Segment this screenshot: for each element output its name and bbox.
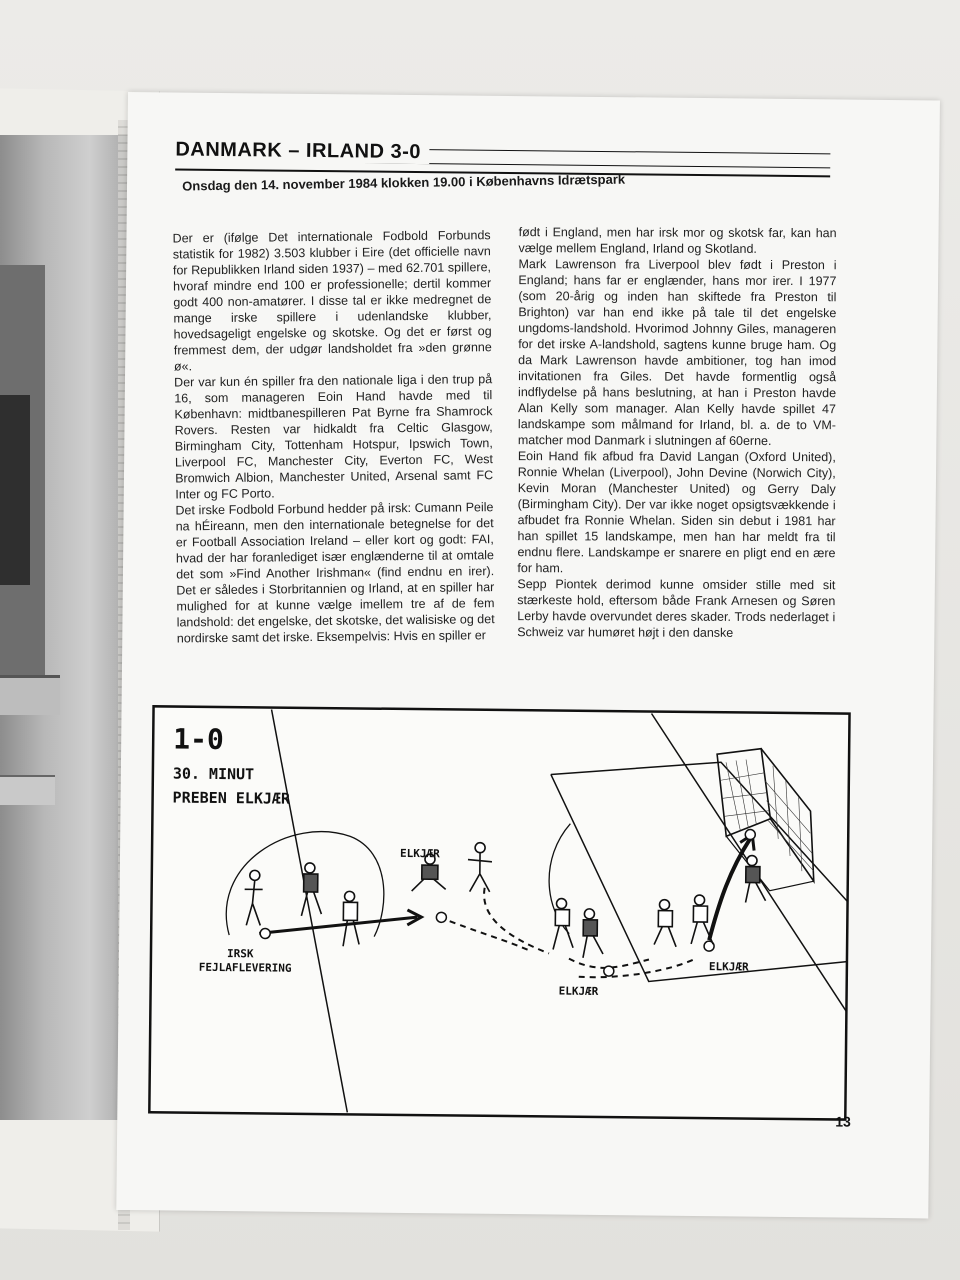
paragraph: Det irske Fodbold Forbund hedder på irsk: Cumann Peile na hÉireann, men den internationale betegnelse for det er Football Association Ireland – eller kort og godt: FAI, hvad der har foranlediget især englænderne til at omtale det som »Find Another Irishman« (find endnu en irer). Det er således i Storbritannien og Irland, at en spiller har mulighed for at kunne vælge imellem tre af de fem landshold: det engelske, det skotske, det walisiske og det nordirske samt det irske. Eksempelvis: Hvis en spiller er — [175, 500, 495, 646]
paragraph: Der var kun én spiller fra den nationale liga i den trup på 16, som manageren Eoin Hand havde med til København: midtbanespilleren Pat Byrne fra Shamrock Rovers. Resten var hidkaldt fra Celtic Glasgow, Birmingham City, Tottenham Hotspur, Ipswich Town, Liverpool FC, Manchester City, Everton FC, West Bromwich Albion, Manchester United, Arsenal samt FC Inter og FC Porto. — [174, 372, 494, 502]
text-column-left — [173, 227, 495, 646]
goal-illustration — [147, 704, 851, 1121]
player-label: ELKJÆR — [399, 846, 440, 861]
text-column-right — [517, 224, 836, 641]
error-label-2: FEJLAFLEVERING — [198, 960, 292, 975]
article-subtitle: Onsdag den 14. november 1984 klokken 19.00 i Københavns Idrætspark — [182, 171, 626, 194]
paragraph: født i England, men har irsk mor og skotsk far, kan han vælge mellem England, Irland og Skotland. — [518, 225, 837, 256]
article-title: DANMARK – IRLAND 3-0 — [175, 139, 429, 165]
goal-diagram — [147, 704, 851, 1121]
left-page-photo — [0, 135, 128, 1120]
minute-label: 30. MINUT — [172, 764, 255, 784]
score-label: 1-0 — [173, 722, 224, 757]
paragraph: Der er (ifølge Det internationale Fodbold Forbunds statistik for 1982) 3.503 klubber i Eire (det officielle navn for Republikken Irland siden 1937) – med 62.701 spillere, hvoraf mindre end 100 er professionelle; dertil kommer godt 400 non-amatører. I disse tal er ikke medregnet de mange irske spillere i udenlandske klubber, hovedsageligt engelske og skotske. Og det er først og fremmest dem, der udgør landsholdet fra »den grønne ø«. — [172, 228, 492, 374]
article-header — [175, 138, 831, 164]
player-label: ELKJÆR — [558, 984, 599, 998]
page-number: 13 — [835, 1113, 851, 1130]
paragraph: Eoin Hand fik afbud fra David Langan (Oxford United), Ronnie Whelan (Liverpool), John Devine (Norwich City), Kevin Moran (Manchester United) og Gerry Daly (Birmingham City). Der var ikke noget opsigtsvækkende i afbudet fra Ronnie Whelan. Siden sin debut i 1981 har han spillet 15 landskampe, men han har meldt fra til endnu flere. Landskampe er snarere en pligt end en ære for ham. — [517, 449, 836, 576]
paragraph: Mark Lawrenson fra Liverpool blev født i Preston i England; hans far er englænder, hans mor irer. I 1977 (som 20-årig og inden han skiftede fra Preston til Brighton) var han end ikke på tale til det engelske ungdoms-landshold. Hvorimod Johnny Giles, manageren for det irske A-landshold, sagtens kunne bruge ham. Og da Mark Lawrenson havde ambitioner, tog han imod invitationen fra Giles. Det havde formentlig også indflydelse på hans beslutning, at han i Preston havde Alan Kelly som manager. Alan Kelly havde spillet 47 landskampe som målmand for Irland, bl. a. de to VM-matcher mod Danmark i slutningen af 60erne. — [517, 257, 837, 448]
paragraph: Sepp Piontek derimod kunne omsider stille med sit stærkeste hold, eftersom både Frank Arnesen og Søren Lerby havde overvundet deres skader. Trods nederlaget i Schweiz var humøret højt i den danske — [517, 577, 836, 640]
scorer-label: PREBEN ELKJÆR — [172, 788, 291, 808]
player-label: ELKJÆR — [708, 960, 749, 974]
magazine-page — [116, 92, 940, 1218]
error-label-1: IRSK — [226, 947, 254, 961]
